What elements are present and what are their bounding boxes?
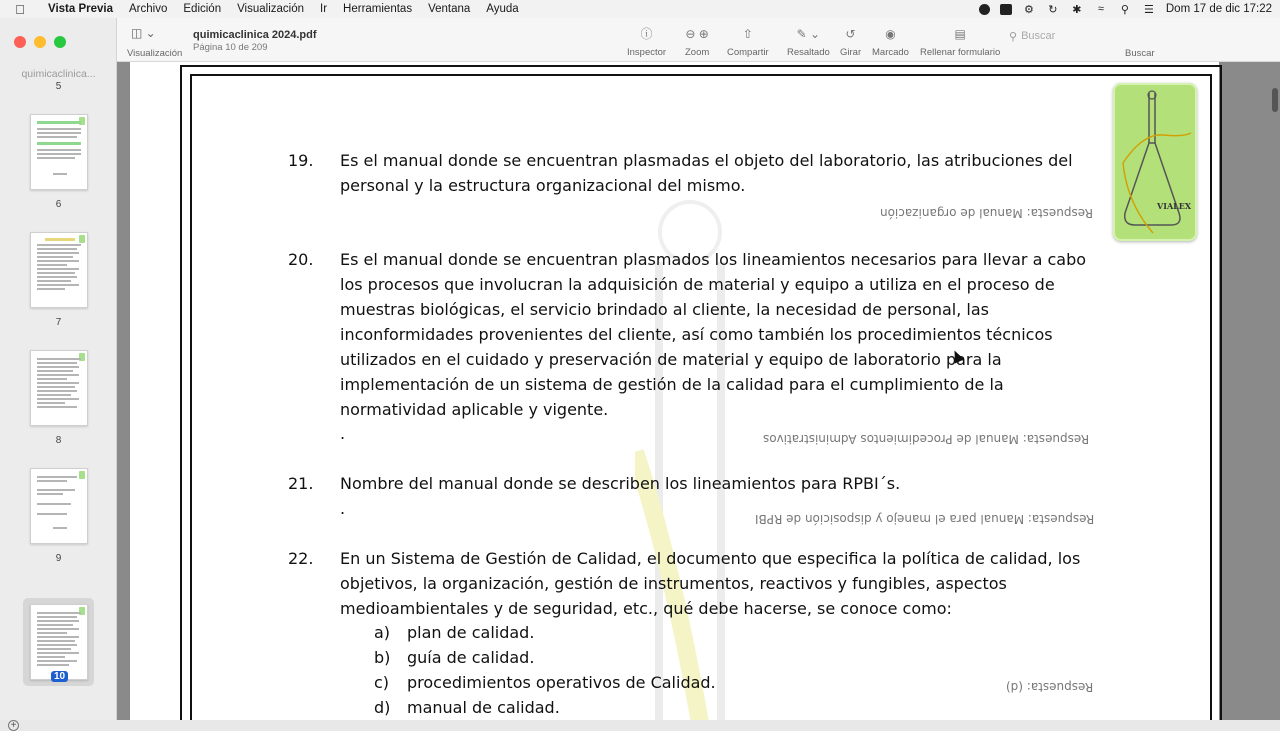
menu-herramientas[interactable]: Herramientas bbox=[343, 3, 413, 15]
thumbnail-number-selected: 10 bbox=[51, 671, 68, 682]
thumbnail-number: 9 bbox=[55, 553, 62, 564]
sidebar-title: quimicaclinica... bbox=[21, 68, 96, 80]
record-icon[interactable] bbox=[979, 4, 990, 15]
question-line: los procesos que involucran la adquisición de material y equipo a utiliza en el proceso de bbox=[340, 275, 1055, 294]
answer-19: Respuesta: Manual de organización bbox=[880, 206, 1093, 220]
search-placeholder: Buscar bbox=[1021, 30, 1056, 42]
option-text: procedimientos operativos de Calidad. bbox=[407, 673, 716, 692]
thumbnail-page-9[interactable] bbox=[30, 468, 88, 544]
logo-text: VIALEX bbox=[1157, 201, 1192, 211]
question-line: muestras biológicas, el servicio brindado al cliente, la necesidad de personal, las bbox=[340, 300, 989, 319]
vialex-logo bbox=[1113, 83, 1197, 241]
minimize-button[interactable] bbox=[34, 36, 46, 48]
question-line: En un Sistema de Gestión de Calidad, el documento que especifica la política de calidad, los bbox=[340, 549, 1081, 568]
option-text: manual de calidad. bbox=[407, 698, 560, 717]
markup-icon: ◉ bbox=[885, 27, 896, 41]
scrollbar-thumb[interactable] bbox=[1272, 88, 1278, 112]
share-button[interactable] bbox=[727, 26, 769, 58]
thumbnail-number: 7 bbox=[55, 317, 62, 328]
fullscreen-button[interactable] bbox=[54, 36, 66, 48]
question-number: 20. bbox=[288, 250, 314, 269]
option-text: plan de calidad. bbox=[407, 623, 535, 642]
sidebar-toggle-icon[interactable]: ◫ ⌄ bbox=[131, 26, 156, 40]
app-status-icon[interactable] bbox=[1000, 4, 1012, 15]
question-number: 22. bbox=[288, 549, 314, 568]
option-letter: a) bbox=[374, 623, 391, 642]
close-button[interactable] bbox=[14, 36, 26, 48]
rotate-label: Girar bbox=[840, 47, 862, 58]
view-label: Visualización bbox=[127, 48, 183, 59]
menu-visualizacion[interactable]: Visualización bbox=[237, 3, 305, 15]
menu-app-name[interactable]: Vista Previa bbox=[48, 3, 114, 15]
option-letter: b) bbox=[374, 648, 391, 667]
share-icon: ⇧ bbox=[742, 27, 753, 41]
option-letter: c) bbox=[374, 673, 390, 692]
info-icon: ⓘ bbox=[640, 27, 653, 41]
thumbnail-page-10[interactable] bbox=[30, 604, 88, 680]
form-icon: ▤ bbox=[954, 27, 966, 41]
clock[interactable]: Dom 17 de dic 17:22 bbox=[1165, 3, 1272, 15]
option-text: guía de calidad. bbox=[407, 648, 535, 667]
thumbnail-number: 5 bbox=[55, 81, 62, 92]
menubar bbox=[0, 0, 1280, 18]
option-letter: d) bbox=[374, 698, 391, 717]
thumbnail-page-7[interactable] bbox=[30, 232, 88, 308]
question-line: implementación de un sistema de gestión de la calidad para el cumplimiento de la bbox=[340, 375, 1004, 394]
bluetooth-icon[interactable]: ✱ bbox=[1072, 3, 1082, 16]
answer-22: Respuesta: (d) bbox=[1006, 680, 1094, 694]
document-page-info: Página 10 de 209 bbox=[193, 42, 268, 53]
thumbnail-page-6[interactable] bbox=[30, 114, 88, 190]
search-icon[interactable]: ⚲ bbox=[1120, 3, 1129, 16]
share-label: Compartir bbox=[727, 47, 769, 58]
search-icon: ⚲ bbox=[1009, 30, 1018, 43]
pdf-page bbox=[130, 62, 1219, 720]
search-label: Buscar bbox=[1125, 48, 1155, 59]
add-page-icon[interactable]: + bbox=[8, 720, 19, 731]
question-line: normatividad aplicable y vigente. bbox=[340, 400, 609, 419]
highlighter-icon: ✎ ⌄ bbox=[796, 27, 821, 41]
document-title: quimicaclinica 2024.pdf bbox=[193, 29, 317, 41]
time-machine-icon[interactable]: ↻ bbox=[1048, 3, 1058, 16]
menu-archivo[interactable]: Archivo bbox=[129, 3, 168, 15]
menu-ventana[interactable]: Ventana bbox=[428, 3, 471, 15]
thumbnail-number: 6 bbox=[55, 199, 62, 210]
question-number: 21. bbox=[288, 474, 314, 493]
menu-ir[interactable]: Ir bbox=[320, 3, 328, 15]
answer-21: Respuesta: Manual para el manejo y disposición de RPBI bbox=[755, 512, 1095, 526]
network-tool-icon[interactable]: ⚙ bbox=[1023, 3, 1034, 16]
menu-edicion[interactable]: Edición bbox=[183, 3, 222, 15]
question-dot: . bbox=[340, 424, 346, 443]
menu-ayuda[interactable]: Ayuda bbox=[486, 3, 519, 15]
question-line: Es el manual donde se encuentran plasmados los lineamientos necesarios para llevar a cabo bbox=[340, 250, 1087, 269]
document-viewer[interactable] bbox=[117, 62, 1280, 720]
thumbnail-page-8[interactable] bbox=[30, 350, 88, 426]
fill-form-button[interactable] bbox=[920, 26, 1000, 58]
zoom-button[interactable] bbox=[685, 26, 709, 58]
highlight-button[interactable] bbox=[787, 26, 830, 58]
apple-icon[interactable] bbox=[0, 2, 40, 17]
thumbnail-number: 8 bbox=[55, 435, 62, 446]
question-line: medioambientales y de seguridad, etc., qué debe hacerse, se conoce como: bbox=[340, 599, 952, 618]
toolbar bbox=[117, 18, 1280, 62]
answer-20: Respuesta: Manual de Procedimientos Administrativos bbox=[763, 432, 1090, 446]
zoom-icon: ⊖ ⊕ bbox=[685, 27, 709, 41]
inspector-button[interactable] bbox=[627, 26, 666, 58]
search-input[interactable] bbox=[1009, 28, 1169, 44]
window-controls bbox=[14, 36, 66, 48]
control-center-icon[interactable]: ☰ bbox=[1143, 3, 1154, 16]
rotate-icon: ↺ bbox=[845, 27, 856, 41]
question-line: personal y la estructura organizacional del mismo. bbox=[340, 176, 746, 195]
wifi-icon[interactable]: ≈ bbox=[1097, 3, 1104, 15]
highlight-label: Resaltado bbox=[787, 47, 830, 58]
question-line: utilizados en el cuidado y preservación de material y equipo de laboratorio para la bbox=[340, 350, 1002, 369]
inspector-label: Inspector bbox=[627, 47, 667, 58]
question-line: Es el manual donde se encuentran plasmadas el objeto del laboratorio, las atribuciones del bbox=[340, 151, 1073, 170]
question-number: 19. bbox=[288, 151, 314, 170]
markup-button[interactable] bbox=[872, 26, 909, 58]
question-line: Nombre del manual donde se describen los lineamientos para RPBI´s. bbox=[340, 474, 901, 493]
question-line: objetivos, la organización, gestión de instrumentos, reactivos y fungibles, aspectos bbox=[340, 574, 1007, 593]
sidebar bbox=[0, 18, 117, 731]
question-dot: . bbox=[340, 499, 346, 518]
fill-form-label: Rellenar formulario bbox=[920, 47, 1001, 58]
status-area bbox=[979, 0, 1272, 18]
rotate-button[interactable] bbox=[840, 26, 861, 58]
question-line: inconformidades provenientes del cliente, así como también los procedimientos técnicos bbox=[340, 325, 1053, 344]
markup-label: Marcado bbox=[872, 47, 909, 58]
zoom-label: Zoom bbox=[685, 47, 710, 58]
